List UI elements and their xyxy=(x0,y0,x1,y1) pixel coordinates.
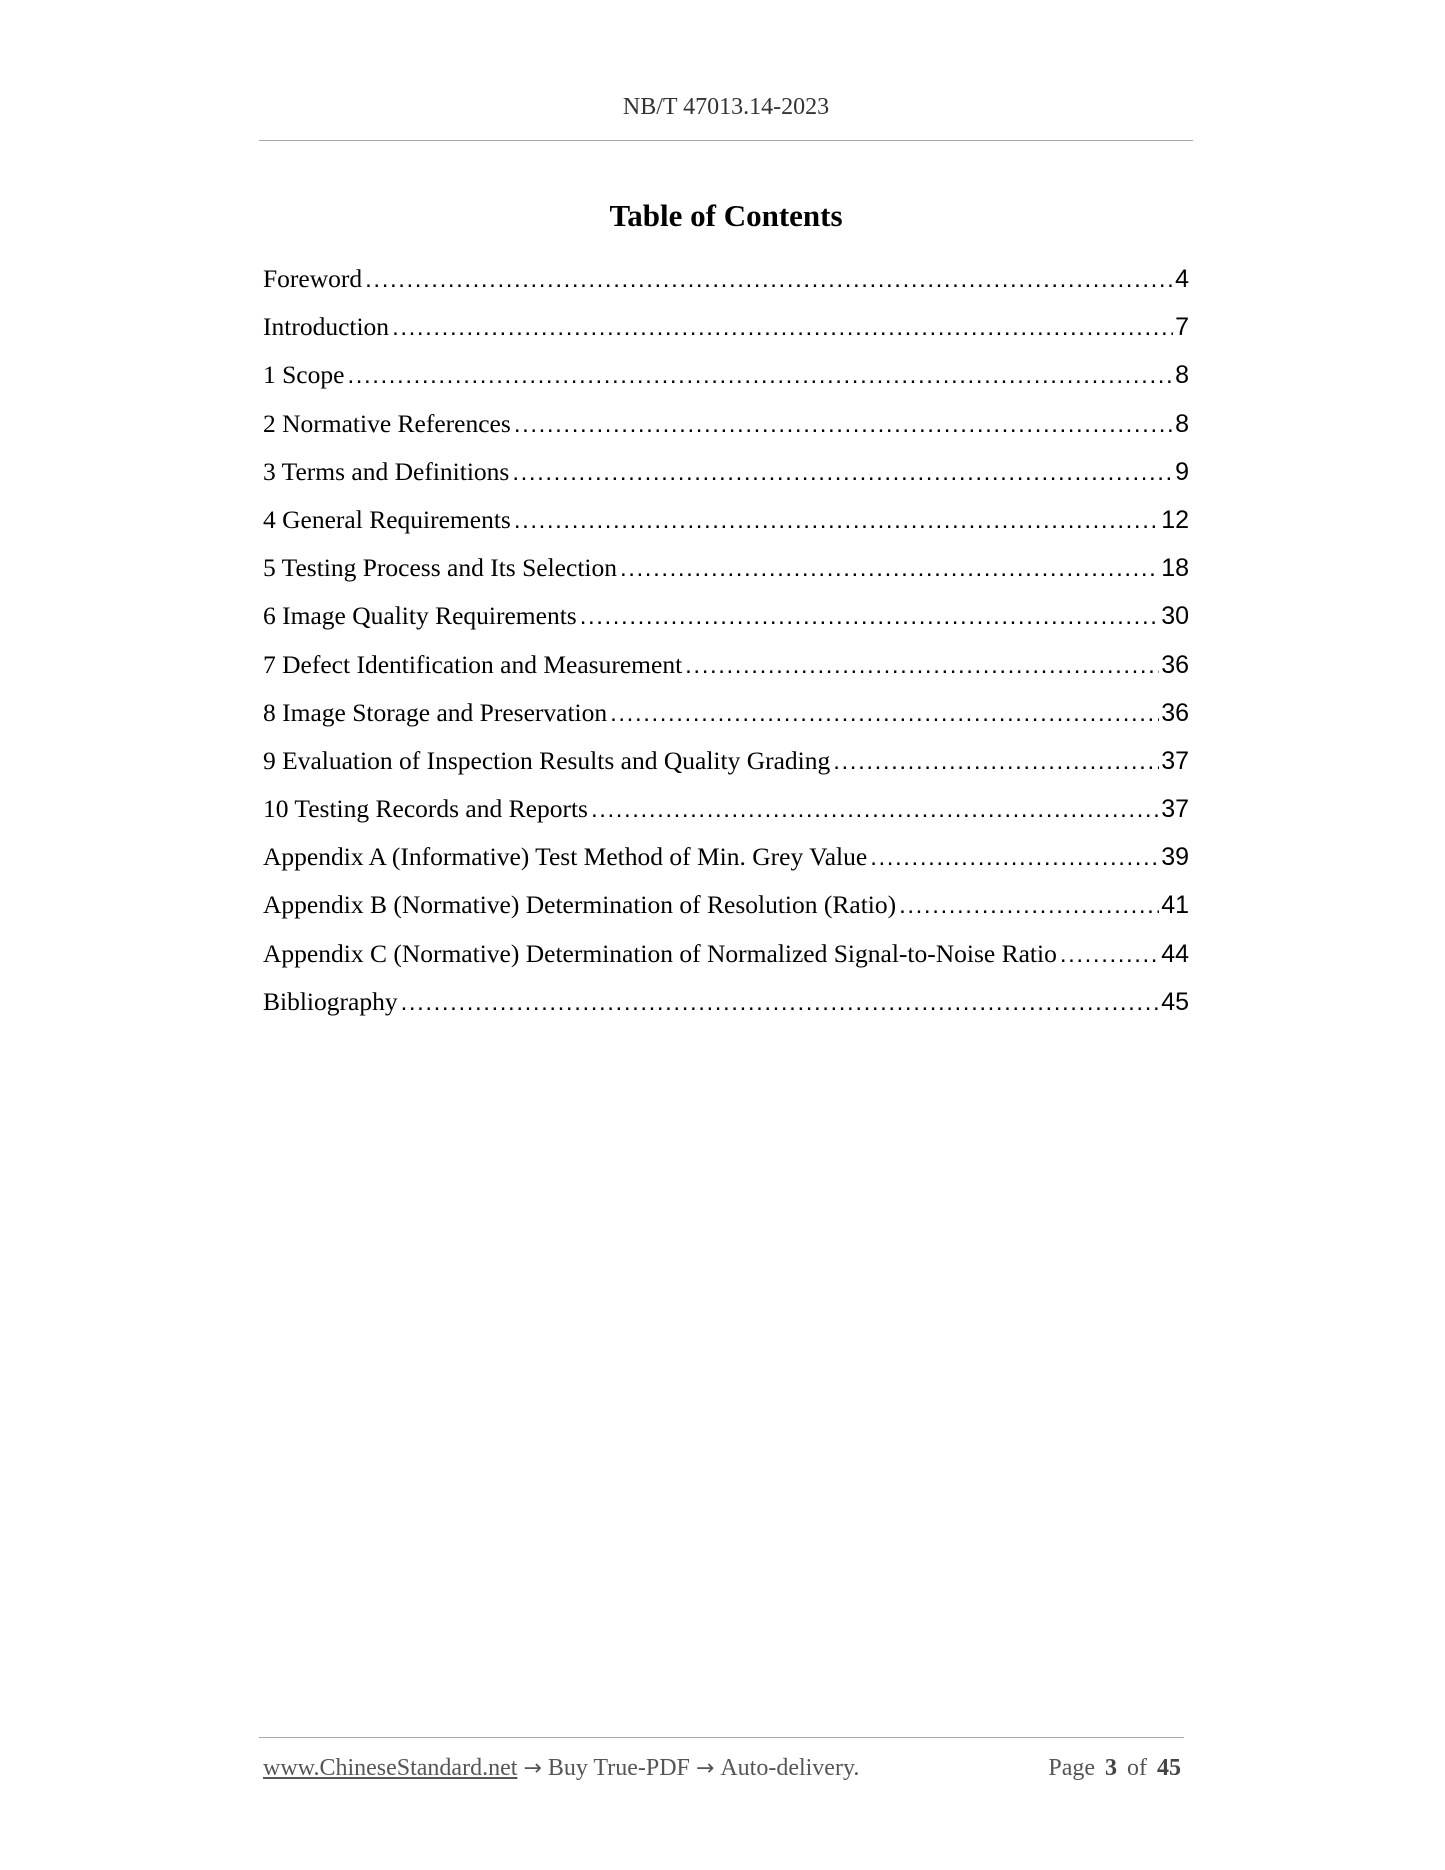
toc-entry-label: 5 Testing Process and Its Selection xyxy=(263,553,617,583)
toc-entry-page: 30 xyxy=(1161,602,1189,631)
toc-entry-defect-identification[interactable] xyxy=(263,650,1189,698)
toc-entry-label: 7 Defect Identification and Measurement xyxy=(263,649,683,679)
toc-entry-label: Foreword xyxy=(263,264,363,293)
toc-entry-normative-references[interactable] xyxy=(263,409,1189,457)
toc-entry-appendix-c[interactable] xyxy=(263,939,1189,987)
toc-entry-image-storage[interactable] xyxy=(263,698,1189,746)
of-label: of xyxy=(1127,1755,1147,1781)
toc-dot-leader xyxy=(401,989,1160,1017)
toc-entry-terms-and-definitions[interactable] xyxy=(263,457,1189,505)
toc-title: Table of Contents xyxy=(609,198,843,233)
toc-dot-leader xyxy=(1060,941,1159,969)
toc-entry-page: 36 xyxy=(1161,698,1189,727)
toc-entry-label: 10 Testing Records and Reports xyxy=(263,794,588,824)
toc-entry-page: 41 xyxy=(1161,891,1189,920)
toc-dot-leader xyxy=(347,362,1173,390)
toc-entry-label: 4 General Requirements xyxy=(263,504,511,534)
toc-entry-general-requirements[interactable] xyxy=(263,505,1189,553)
toc-dot-leader xyxy=(580,603,1159,631)
toc-dot-leader xyxy=(620,555,1159,583)
toc-entry-introduction[interactable] xyxy=(263,312,1189,360)
toc-entry-page: 7 xyxy=(1175,313,1189,342)
toc-dot-leader xyxy=(514,411,1173,439)
toc-entry-label: Introduction xyxy=(263,312,390,342)
toc-entry-evaluation-of-results[interactable] xyxy=(263,746,1189,794)
page-number xyxy=(1048,1755,1181,1782)
right-arrow-icon: → xyxy=(695,1756,715,1781)
toc-entry-page: 8 xyxy=(1175,361,1189,390)
toc-entry-page: 4 xyxy=(1175,265,1189,293)
total-page-count: 45 xyxy=(1157,1755,1181,1781)
toc-entry-foreword[interactable] xyxy=(263,264,1189,312)
toc-list xyxy=(263,264,1189,1035)
page-footer xyxy=(263,1755,1181,1782)
footer-divider xyxy=(259,1737,1184,1738)
toc-entry-page: 45 xyxy=(1161,987,1189,1016)
toc-dot-leader xyxy=(870,844,1159,872)
toc-entry-page: 9 xyxy=(1175,457,1189,486)
toc-dot-leader xyxy=(365,266,1173,294)
toc-dot-leader xyxy=(610,700,1159,728)
toc-entry-label: 9 Evaluation of Inspection Results and Quality Grading xyxy=(263,745,831,775)
toc-entry-page: 12 xyxy=(1161,505,1189,534)
toc-entry-label: 2 Normative References xyxy=(263,408,511,438)
toc-entry-testing-process[interactable] xyxy=(263,553,1189,601)
toc-entry-label: Appendix A (Informative) Test Method of Min. Grey Value xyxy=(263,842,868,872)
toc-entry-scope[interactable] xyxy=(263,360,1189,408)
current-page-number: 3 xyxy=(1105,1755,1117,1781)
toc-entry-bibliography[interactable] xyxy=(263,987,1189,1035)
footer-promo xyxy=(263,1755,859,1782)
toc-entry-label: Appendix C (Normative) Determination of Normalized Signal-to-Noise Ratio xyxy=(263,938,1057,968)
auto-delivery-text: Auto-delivery. xyxy=(720,1755,860,1781)
toc-entry-page: 18 xyxy=(1161,554,1189,583)
toc-entry-page: 36 xyxy=(1161,650,1189,679)
toc-entry-label: 8 Image Storage and Preservation xyxy=(263,697,608,727)
toc-dot-leader xyxy=(512,459,1173,487)
toc-entry-label: 6 Image Quality Requirements xyxy=(263,601,577,631)
header-divider xyxy=(259,140,1193,141)
toc-dot-leader xyxy=(833,748,1159,776)
document-code: NB/T 47013.14-2023 xyxy=(622,94,830,120)
toc-dot-leader xyxy=(392,314,1173,342)
toc-entry-label: 1 Scope xyxy=(263,360,345,390)
toc-dot-leader xyxy=(899,892,1159,920)
right-arrow-icon: → xyxy=(523,1756,542,1781)
toc-entry-label: Appendix B (Normative) Determination of Resolution (Ratio) xyxy=(263,890,897,920)
toc-entry-appendix-b[interactable] xyxy=(263,890,1189,938)
buy-true-pdf-text: Buy True-PDF xyxy=(547,1755,690,1781)
toc-entry-page: 44 xyxy=(1161,939,1189,968)
toc-entry-testing-records[interactable] xyxy=(263,794,1189,842)
toc-entry-page: 8 xyxy=(1175,409,1189,438)
toc-dot-leader xyxy=(685,652,1159,680)
page-label: Page xyxy=(1048,1755,1095,1781)
toc-entry-image-quality-requirements[interactable] xyxy=(263,601,1189,649)
toc-entry-page: 37 xyxy=(1161,795,1189,824)
site-link[interactable]: www.ChineseStandard.net xyxy=(263,1755,518,1781)
toc-entry-appendix-a[interactable] xyxy=(263,842,1189,890)
toc-entry-label: Bibliography xyxy=(263,986,398,1016)
toc-dot-leader xyxy=(591,796,1159,824)
toc-entry-page: 39 xyxy=(1161,843,1189,872)
toc-dot-leader xyxy=(514,507,1159,535)
toc-entry-label: 3 Terms and Definitions xyxy=(263,456,510,486)
toc-entry-page: 37 xyxy=(1161,746,1189,775)
